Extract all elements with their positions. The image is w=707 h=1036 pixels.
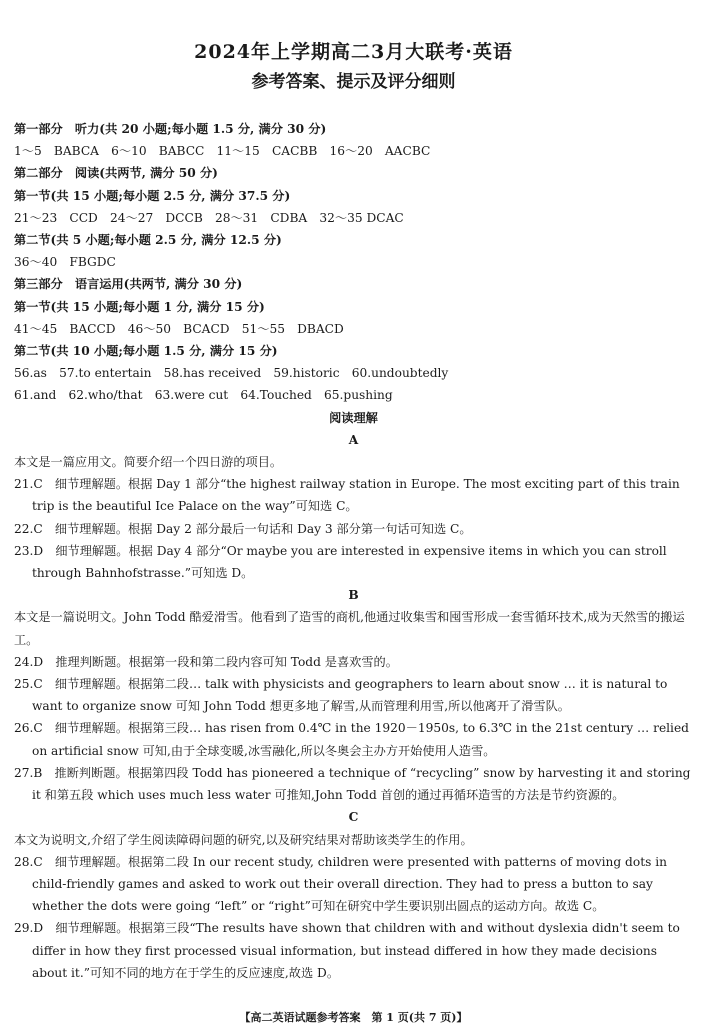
section-heading-language: 第三部分 语言运用(共两节, 满分 30 分) (14, 277, 243, 292)
answer-line: 21～23 CCD 24～27 DCCB 28～31 CDBA 32～35 DCAC (14, 210, 404, 225)
page-subtitle: 参考答案、提示及评分细则 (251, 72, 456, 92)
answer-line: 41～45 BACCD 46～50 BCACD 51～55 DBACD (14, 321, 344, 336)
reading-heading: 阅读理解 (329, 410, 378, 425)
passage-letter: C (348, 810, 359, 825)
section-heading-listening: 第一部分 听力(共 20 小题;每小题 1.5 分, 满分 30 分) (14, 122, 327, 136)
answer-line: 36～40 FBGDC (14, 255, 116, 270)
explanation-item: 24.D 推理判断题。根据第一段和第二段内容可知 Todd 是喜欢雪的。 (14, 654, 398, 669)
subsection-heading: 第二节(共 5 小题;每小题 2.5 分, 满分 12.5 分) (14, 233, 282, 248)
subsection-heading: 第一节(共 15 小题;每小题 1 分, 满分 15 分) (14, 299, 265, 314)
passage-intro: 本文为说明文,介绍了学生阅读障碍问题的研究,以及研究结果对帮助该类学生的作用。 (14, 832, 473, 847)
passage-c (14, 806, 693, 984)
passage-intro: 本文是一篇说明文。John Todd 酷爱滑雪。他看到了造雪的商机,他通过收集雪和囤雪形成一套雪循环技术,成为天然雪的搬运工。 (14, 610, 685, 647)
answer-line: 1～5 BABCA 6～10 BABCC 11～15 CACBB 16～20 AACBC (14, 144, 431, 159)
section-heading-reading: 第二部分 阅读(共两节, 满分 50 分) (14, 166, 218, 181)
answer-list (14, 118, 693, 407)
passage-a (14, 429, 693, 584)
explanation-item: 28.C 细节理解题。根据第二段 In our recent study, children were presented with patterns of moving dots in child-friendly games and asked to work out their overall direction. They had to press a button to say whether the dots were going “left” or “right”可知在研究中学生要识别出圆点的运动方向。故选 C。 (14, 854, 667, 914)
subsection-heading: 第一节(共 15 小题;每小题 2.5 分, 满分 37.5 分) (14, 188, 291, 203)
subsection-heading: 第二节(共 10 小题;每小题 1.5 分, 满分 15 分) (14, 344, 278, 359)
passage-letter: B (348, 588, 359, 603)
explanation-item: 26.C 细节理解题。根据第三段… has risen from 0.4℃ in the 1920－1950s, to 6.3℃ in the 21st century … relied on artificial snow 可知,由于全球变暖,冰雪融化,所以冬奥会主办方开始使用人造雪。 (14, 721, 689, 758)
answer-line: 61.and 62.who/that 63.were cut 64.Touched 65.pushing (14, 388, 393, 403)
explanation-item: 29.D 细节理解题。根据第三段“The results have shown that children with and without dyslexia didn't seem to differ in how they first processed visual information, but instead differed in how they made decisions about it.”可知不同的地方在于学生的反应速度,故选 D。 (14, 921, 680, 980)
passage-intro: 本文是一篇应用文。简要介绍一个四日游的项目。 (14, 455, 283, 470)
page-footer: 【高二英语试题参考答案 第 1 页(共 7 页)】 (239, 1011, 468, 1024)
answer-line: 56.as 57.to entertain 58.has received 59.historic 60.undoubtedly (14, 366, 449, 381)
explanation-item: 27.B 推断判断题。根据第四段 Todd has pioneered a technique of “recycling” snow by harvesting it and storing it 和第五段 which uses much less water 可推知,John Todd 首创的通过再循环造雪的方法是节约资源的。 (14, 765, 691, 803)
passage-letter: A (348, 432, 359, 447)
explanation-item: 21.C 细节理解题。根据 Day 1 部分“the highest railway station in Europe. The most exciting part of this train trip is the beautiful Ice Palace on the way”可知选 C。 (14, 477, 680, 514)
page-title: 2024年上学期高二3月大联考·英语 (194, 41, 513, 63)
passage-b (14, 584, 693, 806)
explanation-item: 22.C 细节理解题。根据 Day 2 部分最后一句话和 Day 3 部分第一句话可知选 C。 (14, 521, 472, 536)
explanation-item: 23.D 细节理解题。根据 Day 4 部分“Or maybe you are interested in expensive items in which you can stroll through Bahnhofstrasse.”可知选 D。 (14, 543, 667, 581)
explanation-item: 25.C 细节理解题。根据第二段… talk with physicists and geographers to learn about snow … it is natural to want to organize snow 可知 John Todd 想更多地了解雪,从而管理利用雪,所以他离开了滑雪队。 (14, 677, 668, 714)
